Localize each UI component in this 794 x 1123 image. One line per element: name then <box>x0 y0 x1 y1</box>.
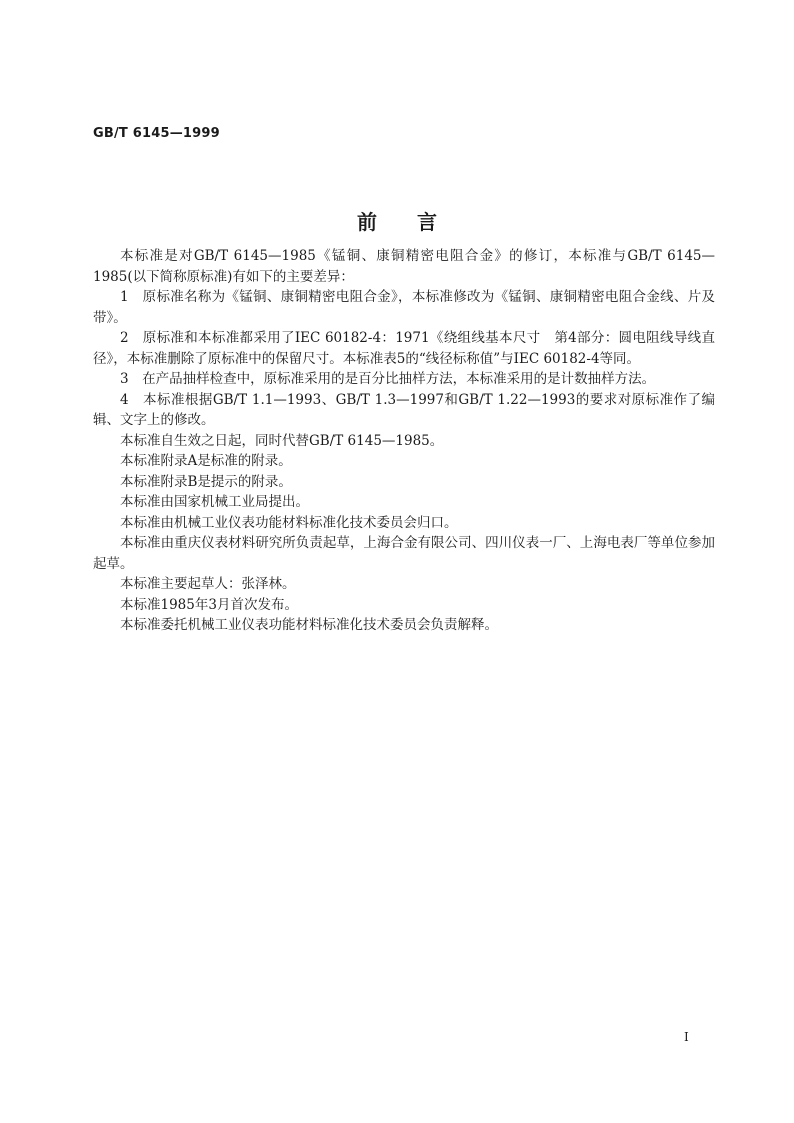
paragraph-difference-4: 4 本标准根据GB/T 1.1—1993、GB/T 1.3—1997和GB/T 1.22—1993的要求对原标准作了编辑、文字上的修改。 <box>93 391 715 428</box>
paragraph-difference-1: 1 原标准名称为《锰铜、康铜精密电阻合金》，本标准修改为《锰铜、康铜精密电阻合金线、片及带》。 <box>93 289 715 326</box>
page-number: I <box>684 1030 689 1044</box>
paragraph-centralized-by: 本标准由机械工业仪表功能材料标准化技术委员会归口。 <box>120 514 458 531</box>
paragraph-difference-2: 2 原标准和本标准都采用了IEC 60182-4：1971《绕组线基本尺寸 第4部分：圆电阻线导线直径》，本标准删除了原标准中的保留尺寸。本标准表5的“线径标称值”与IEC 60182-4等同。 <box>93 330 715 367</box>
paragraph-intro: 本标准是对GB/T 6145—1985《锰铜、康铜精密电阻合金》的修订，本标准与GB/T 6145—1985(以下简称原标准)有如下的主要差异： <box>93 248 715 285</box>
paragraph-proposed-by: 本标准由国家机械工业局提出。 <box>120 494 309 510</box>
paragraph-drafter: 本标准主要起草人：张泽林。 <box>120 576 296 592</box>
standard-code <box>93 126 220 141</box>
standard-code-text: GB/T 6145—1999 <box>93 126 220 141</box>
paragraph-first-issued: 本标准1985年3月首次发布。 <box>120 596 298 613</box>
paragraph-difference-3: 3 在产品抽样检查中，原标准采用的是百分比抽样方法，本标准采用的是计数抽样方法。 <box>120 371 656 387</box>
paragraph-replaces: 本标准自生效之日起，同时代替GB/T 6145—1985。 <box>120 432 444 449</box>
paragraph-annex-b: 本标准附录B是提示的附录。 <box>120 473 292 490</box>
page-title: 前言 <box>357 210 477 234</box>
foreword-body <box>93 246 715 636</box>
paragraph-annex-a: 本标准附录A是标准的附录。 <box>120 453 292 469</box>
paragraph-drafted-by: 本标准由重庆仪表材料研究所负责起草，上海合金有限公司、四川仪表一厂、上海电表厂等单位参加起草。 <box>93 535 715 572</box>
paragraph-interpretation: 本标准委托机械工业仪表功能材料标准化技术委员会负责解释。 <box>120 617 498 633</box>
